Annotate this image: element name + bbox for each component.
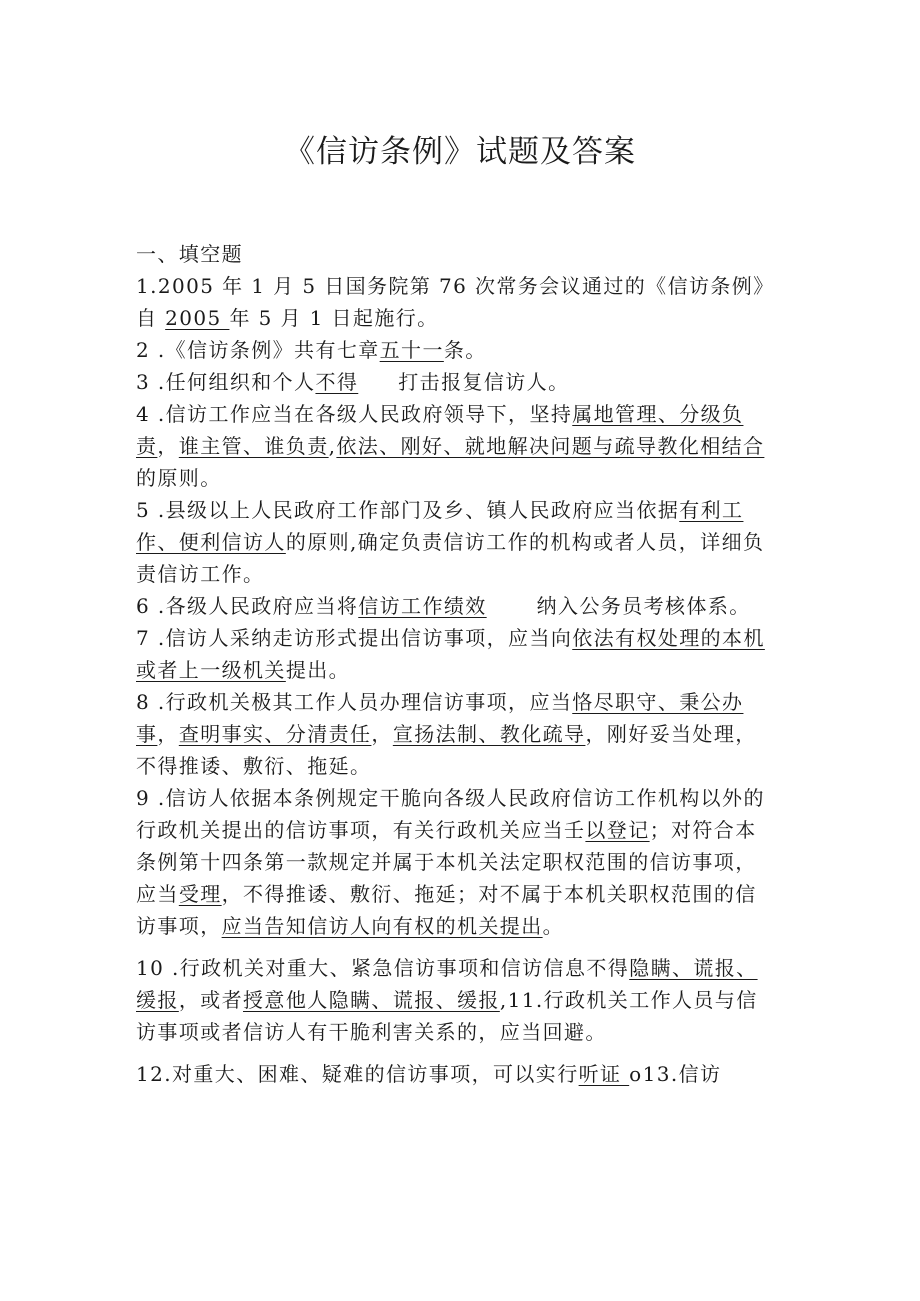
answer-8b: 查明事实、分清责任 [178,722,372,746]
question-2: 2 .《信访条例》共有七章五十一条。 [136,338,487,362]
answer-5: 有利工作、便利信访人 [136,498,744,554]
answer-4c: 依法、刚好、就地解决问题与疏导教化相结合 [336,434,765,458]
answer-10b: 授意他人隐瞒、谎报、缓报 [243,988,500,1012]
answer-12: 听证 [578,1062,630,1086]
answer-8a: 恪尽职守、秉公办事 [136,690,744,746]
question-4: 4 .信访工作应当在各级人民政府领导下，坚持属地管理、分级负责，谁主管、谁负责,依法、刚好、就地解决问题与疏导教化相结合的原则。 [136,402,765,490]
question-9: 9 .信访人依据本条例规定干脆向各级人民政府信访工作机构以外的行政机关提出的信访事项，有关行政机关应当壬以登记；对符合本条例第十四条第一款规定并属于本机关法定职权范围的信访事项，应当受理，不得推诿、敷衍、拖延；对不属于本机关职权范围的信访事项，应当告知信访人向有权的机关提出。 [136,786,765,938]
section-heading: 一、填空题 [136,242,243,266]
question-8: 8 .行政机关极其工作人员办理信访事项，应当恪尽职守、秉公办事，查明事实、分清责任，宣扬法制、教化疏导，刚好妥当处理，不得推诿、敷衍、拖延。 [136,690,757,778]
answer-6: 信访工作绩效 [358,594,487,618]
answer-7: 依法有权处理的本机或者上一级机关 [136,626,765,682]
answer-3: 不得 [315,370,359,394]
answer-1: 2005 [165,306,230,330]
question-12: 12.对重大、困难、疑难的信访事项，可以实行听证 o13.信访 [136,1062,722,1086]
answer-10a: 隐瞒、谎报、缓报 [136,956,758,1012]
answer-4a: 属地管理、分级负责 [136,402,744,458]
question-10: 10 .行政机关对重大、紧急信访事项和信访信息不得隐瞒、谎报、缓报，或者授意他人隐瞒、谎报、缓报,11.行政机关工作人员与信访事项或者信访人有干脆利害关系的，应当回避。 [136,956,758,1044]
answer-9a: 以登记 [585,818,650,842]
question-7: 7 .信访人采纳走访形式提出信访事项，应当向依法有权处理的本机或者上一级机关提出。 [136,626,765,682]
answer-9b: 受理 [178,882,222,906]
document-body [136,238,776,1090]
answer-8c: 宣扬法制、教化疏导 [392,722,586,746]
page-title: 《信访条例》试题及答案 [284,134,636,170]
answer-2: 五十一 [379,338,444,362]
question-1: 1.2005 年 1 月 5 日国务院第 76 次常务会议通过的《信访条例》自 2005 年 5 月 1 日起施行。 [136,274,775,330]
question-6: 6 .各级人民政府应当将信访工作绩效 纳入公务员考核体系。 [136,594,751,618]
question-3: 3 .任何组织和个人不得 打击报复信访人。 [136,370,570,394]
question-5: 5 .县级以上人民政府工作部门及乡、镇人民政府应当依据有利工作、便利信访人的原则,确定负责信访工作的机构或者人员，详细负责信访工作。 [136,498,765,586]
answer-4b: 谁主管、谁负责 [178,434,329,458]
answer-9c: 应当告知信访人向有权的机关提出 [221,914,543,938]
